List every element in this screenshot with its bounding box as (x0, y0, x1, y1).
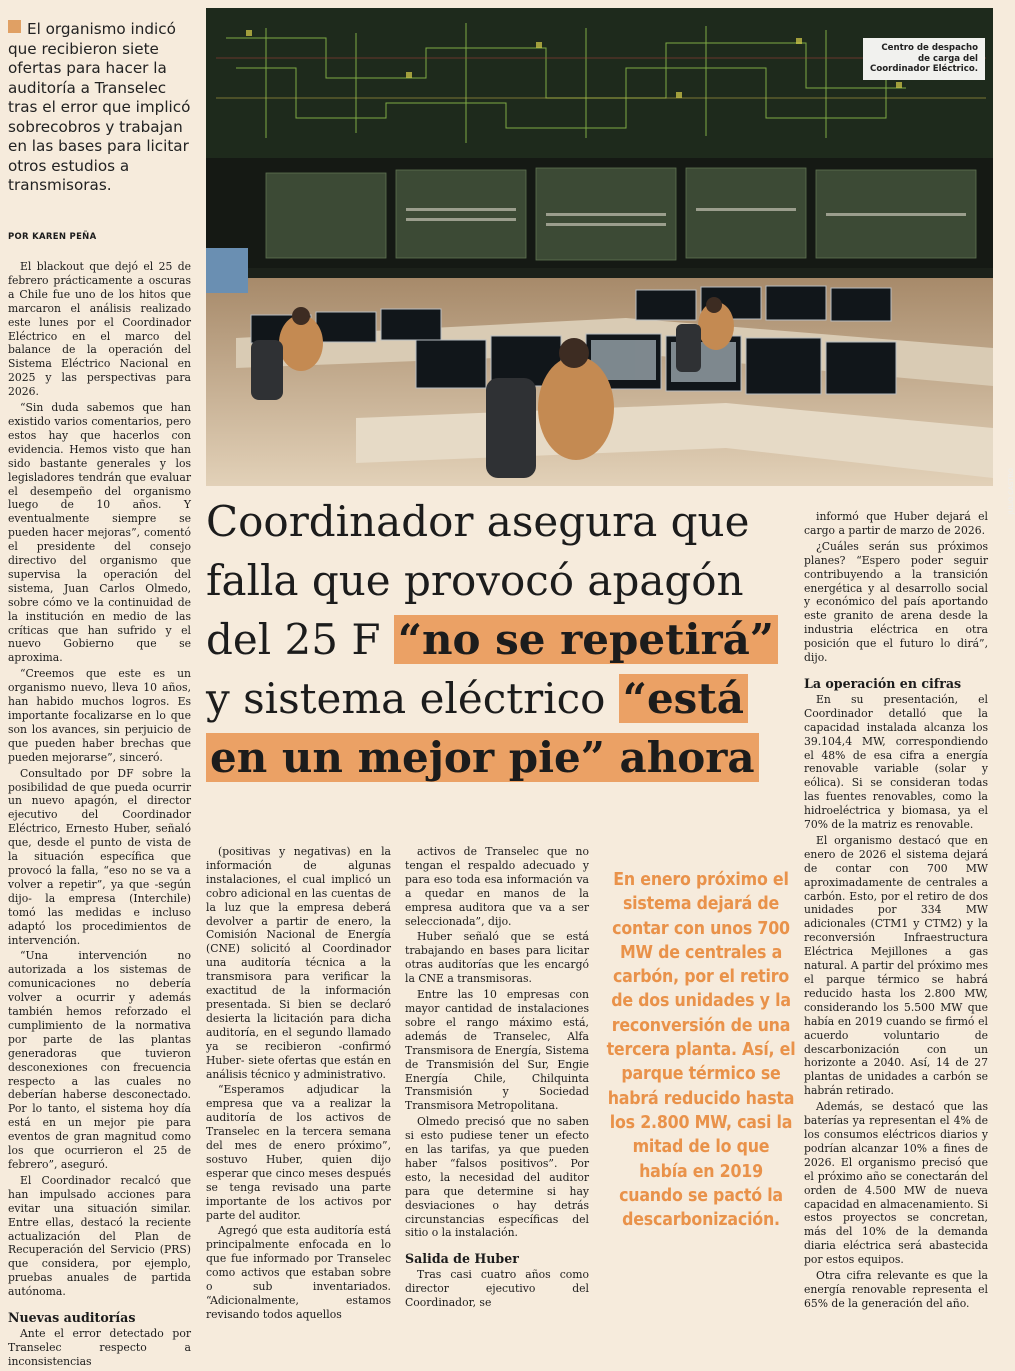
subhead-salida-de-huber: Salida de Huber (405, 1251, 519, 1267)
headline-part-1: Coordinador asegura que falla que provocó apagón del 25 F (206, 497, 750, 664)
column-1-after (8, 1327, 191, 1369)
article-column-1 (8, 260, 191, 1371)
photo-credit: JULIO CASTRO (1007, 468, 1015, 515)
paragraph: “Sin duda sabemos que han existido varios comentarios, pero estos hay que hacerlos con evidencia. Hemos visto que han sido bastante generales y los legisladores tendrán que evaluar el desempeño del organismo luego de 10 años. Y eventualmente siempre se pueden hacer mejoras”, comentó el presidente del consejo directivo del organismo que supervisa la operación del sistema, Juan Carlos Olmedo, sobre cómo ve la continuidad de la institución en medio de las críticas que han sufrido y el nuevo Gobierno que se aproxima. (8, 401, 191, 665)
pull-quote: En enero próximo el sistema dejará de contar con unos 700 MW de centrales a carbón, por el retiro de dos unidades y la reconversión de una tercera planta. Así, el parque térmico se habrá reducido hasta los 2.800 MW, casi la mitad de lo que había en 2019 cuando se pactó la descarbonización. (606, 870, 796, 1231)
headline (206, 492, 796, 787)
paragraph: El blackout que dejó el 25 de febrero prácticamente a oscuras a Chile fue uno de los hitos que marcaron el análisis realizado este lunes por el Coordinador Eléctrico en el marco del balance de la operación del Sistema Eléctrico Nacional en 2025 y las perspectivas para 2026. (8, 260, 191, 399)
paragraph: “Creemos que este es un organismo nuevo, lleva 10 años, han habido muchos logros. Es importante focalizarse en lo que son los avances, sin perjuicio de que pueden haber brechas que pueden mejorarse”, sinceró. (8, 667, 191, 764)
paragraph: Además, se destacó que las baterías ya representan el 4% de los consumos eléctricos diarios y podrían alcanzar 10% a fines de 2026. El organismo precisó que el próximo año se conectarán del orden de 4.500 MW de nueva capacidad en almacenamiento. Si estos proyectos se concretan, más del 10% de la demanda diaria eléctrica será abastecida por estos equipos. (804, 1100, 988, 1267)
lead-text: El organismo indicó que recibieron siete ofertas para hacer la auditoría a Transelec tras el error que implicó sobrecobros y trabajan en las bases para licitar otros estudios a transmisoras. (8, 20, 191, 194)
paragraph: Tras casi cuatro años como director ejecutivo del Coordinador, se (405, 1268, 589, 1310)
paragraph: (positivas y negativas) en la información de algunas instalaciones, el cual implicó un cobro adicional en las cuentas de la luz que la empresa deberá devolver a partir de enero, la Comisión Nacional de Energía (CNE) solicitó al Coordinador una auditoría técnica a la transmisora para verificar la exactitud de la información presentada. Si bien se declaró desierta la licitación para dicha auditoría, en el segundo llamado ya se recibieron -confirmó Huber- siete ofertas que están en análisis técnico y administrativo. (206, 845, 391, 1081)
column-5-after (804, 693, 988, 1311)
control-room-illustration (206, 8, 993, 486)
headline-highlight-2: “está en un mejor pie” ahora (206, 674, 759, 782)
control-room-photo (206, 8, 1015, 515)
paragraph: activos de Transelec que no tengan el respaldo adecuado y para eso toda esa información va a quedar en manos de la empresa auditora que va a ser seleccionada”, dijo. (405, 845, 589, 928)
paragraph: Ante el error detectado por Transelec respecto a inconsistencias (8, 1326, 191, 1368)
paragraph: ¿Cuáles serán sus próximos planes? “Espero poder seguir contribuyendo a la transición energética y al desarrollo social y económico del país aportando este granito de arena desde la industria eléctrica en otra posición que el futuro lo dirá”, dijo. (804, 539, 988, 665)
column-2-paragraphs (206, 845, 391, 1322)
headline-highlight-1: “no se repetirá” (394, 615, 778, 664)
paragraph: “Esperamos adjudicar la empresa que va a realizar la auditoría de los activos de Transelec en la tercera semana del mes de enero próximo”, sostuvo Huber, quien dijo esperar que cinco meses después se tenga revisado una parte importante de los activos por parte del auditor. (206, 1083, 391, 1222)
paragraph: “Una intervención no autorizada a los sistemas de comunicaciones no debería volver a ocurrir y además también hemos reforzado el cumplimiento de la normativa por parte de las plantas generadoras que tuvieron desconexiones con frecuencia respecto a las cuales no deberían haberse desconectado. Por lo tanto, el sistema hoy día está en un mejor pie para eventos de gran magnitud como los que ocurrieron el 25 de febrero”, aseguró. (8, 949, 191, 1171)
photo-caption: Centro de despacho de carga del Coordinador Eléctrico. (863, 38, 985, 80)
subhead-nuevas-auditorias: Nuevas auditorías (8, 1310, 136, 1326)
bullet-square-icon (8, 20, 21, 33)
column-5-paragraphs (804, 510, 988, 665)
paragraph: Olmedo precisó que no saben si esto pudiese tener un efecto en las tarifas, ya que pueden haber “falsos positivos”. Por esto, la necesidad del auditor para que determine si hay desviaciones o hay detrás circunstancias específicas del sitio o la instalación. (405, 1115, 589, 1240)
article-column-5 (804, 510, 988, 1313)
column-3-after (405, 1268, 589, 1310)
paragraph: Huber señaló que se está trabajando en bases para licitar otras auditorías que les encargó la CNE a transmisoras. (405, 930, 589, 986)
article-column-2 (206, 845, 391, 1324)
column-3-paragraphs (405, 845, 589, 1240)
paragraph: En su presentación, el Coordinador detalló que la capacidad instalada alcanza los 39.104,4 MW, correspondiendo el 48% de esa cifra a energía renovable variable (solar y eólica). Si se consideran todas las fuentes renovables, como la hidroeléctrica y biomasa, ya el 70% de la matriz es renovable. (804, 692, 988, 832)
paragraph: Otra cifra relevante es que la energía renovable representa el 65% de la generación del año. (804, 1269, 988, 1310)
column-1-paragraphs (8, 260, 191, 1299)
byline: POR KAREN PEÑA (8, 232, 97, 242)
paragraph: Agregó que esta auditoría está principalmente enfocada en lo que fue informado por Transelec como activos que estaban sobre o sub inventariados. “Adicionalmente, estamos revisando todos aquellos (206, 1224, 391, 1321)
paragraph: El Coordinador recalcó que han impulsado acciones para evitar una situación similar. Entre ellas, destacó la reciente actualización del Plan de Recuperación del Servicio (PRS) que considera, por ejemplo, pruebas anuales de partida autónoma. (8, 1173, 191, 1299)
paragraph: El organismo destacó que en enero de 2026 el sistema dejará de contar con 700 MW aproximadamente de centrales a carbón. Esto, por el retiro de dos unidades por 334 MW adicionales (CTM1 y CTM2) y la reconversión Infraestructura Eléctrica Mejillones a gas natural. A partir del próximo mes el parque térmico se habrá reducido hasta los 2.800 MW, considerando los 5.500 MW que había en 2019 cuando se firmó el acuerdo voluntario de descarbonización con un horizonte a 2040. Así, 14 de 27 plantas de unidades a carbón se habrán retirado. (804, 833, 988, 1098)
article-column-3 (405, 845, 589, 1312)
paragraph: Consultado por DF sobre la posibilidad de que pueda ocurrir un nuevo apagón, el director ejecutivo del Coordinador Eléctrico, Ernesto Huber, señaló que, desde el punto de vista de la situación específica que provocó la falla, “eso no se va a volver a repetir”, ya que -según dijo- la empresa (Interchile) tomó las medidas e incluso adaptó los procedimientos de intervención. (8, 766, 191, 947)
paragraph: Entre las 10 empresas con mayor cantidad de instalaciones sobre el rango máximo está, además de Transelec, Alfa Transmisora de Energía, Sistema de Transmisión del Sur, Engie Energía Chile, Chilquinta Transmisión y Sociedad Transmisora Metropolitana. (405, 988, 589, 1113)
article-lead (8, 20, 196, 196)
headline-part-2: y sistema eléctrico (206, 674, 606, 723)
subhead-la-operacion-en-cifras: La operación en cifras (804, 675, 962, 691)
paragraph: informó que Huber dejará el cargo a partir de marzo de 2026. (804, 510, 988, 537)
